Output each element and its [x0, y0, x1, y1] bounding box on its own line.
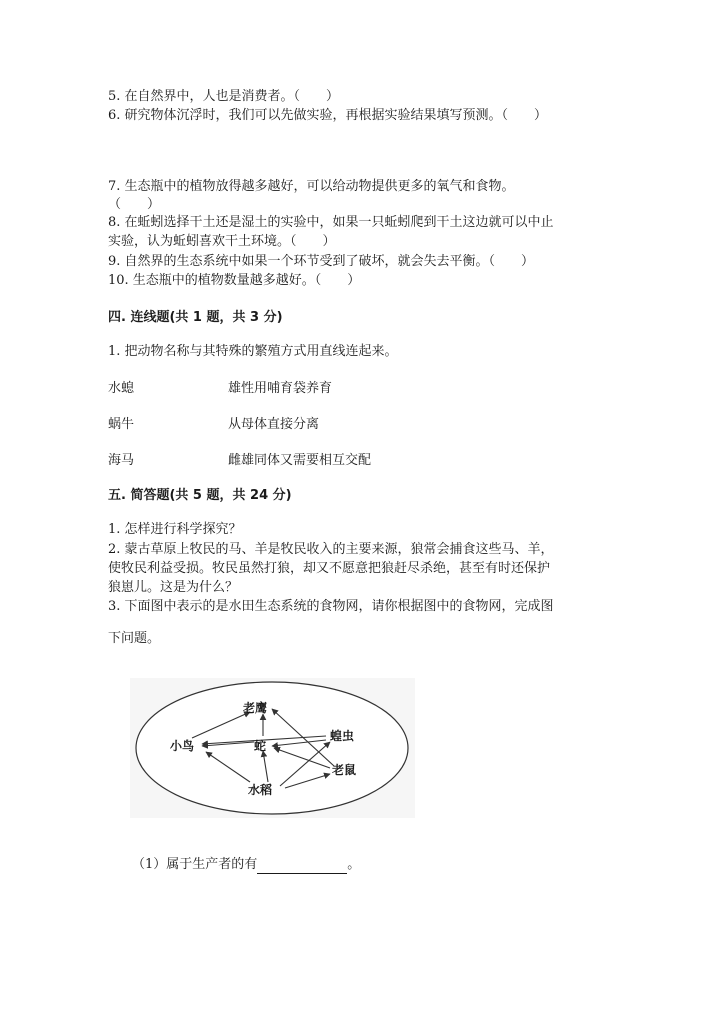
node-snake: 蛇: [254, 739, 267, 753]
animal-snail: 蜗牛: [108, 417, 135, 432]
section-4-instruction: 1. 把动物名称与其特殊的繁殖方式用直线连起来。: [108, 344, 398, 359]
food-web-diagram: [130, 678, 415, 818]
node-rat: 老鼠: [332, 763, 357, 777]
short-question-1: 1. 怎样进行科学探究？: [108, 522, 242, 537]
sub-question-1-prefix: （1）属于生产者的有: [132, 857, 258, 872]
section-4-title: 四. 连线题(共 1 题，共 3 分): [108, 310, 283, 325]
short-question-3-line1: 3. 下面图中表示的是水田生态系统的食物网，请你根据图中的食物网，完成图: [108, 599, 554, 614]
node-locust: 蝗虫: [330, 729, 355, 743]
answer-blank[interactable]: [257, 859, 347, 874]
question-9: 9. 自然界的生态系统中如果一个环节受到了破坏，就会失去平衡。（ ）: [108, 254, 535, 269]
question-8-line2: 实验，认为蚯蚓喜欢干土环境。（ ）: [108, 234, 336, 249]
sub-question-1-suffix: 。: [347, 857, 361, 872]
question-6: 6. 研究物体沉浮时，我们可以先做实验，再根据实验结果填写预测。（ ）: [108, 108, 548, 123]
section-5-title: 五. 简答题(共 5 题，共 24 分): [108, 488, 292, 503]
node-rice: 水稻: [248, 783, 273, 797]
method-brood-pouch: 雄性用哺育袋养育: [228, 381, 333, 396]
short-question-2-line1: 2. 蒙古草原上牧民的马、羊是牧民收入的主要来源，狼常会捕食这些马、羊，: [108, 542, 554, 557]
sub-question-1: [132, 856, 360, 874]
question-5: 5. 在自然界中，人也是消费者。（ ）: [108, 89, 340, 104]
method-hermaphrodite: 雌雄同体又需要相互交配: [228, 453, 372, 468]
question-7-line1: 7. 生态瓶中的植物放得越多越好，可以给动物提供更多的氧气和食物。: [108, 179, 515, 194]
question-7-line2: （ ）: [108, 197, 161, 212]
animal-seahorse: 海马: [108, 453, 135, 468]
question-8-line1: 8. 在蚯蚓选择干土还是湿土的实验中，如果一只蚯蚓爬到干土这边就可以中止: [108, 215, 554, 230]
question-10: 10. 生态瓶中的植物数量越多越好。（ ）: [108, 273, 361, 288]
short-question-3-line2: 下问题。: [108, 631, 161, 646]
short-question-2-line2: 使牧民利益受损。牧民虽然打狼，却又不愿意把狼赶尽杀绝，甚至有时还保护: [108, 561, 551, 576]
short-question-2-line3: 狼崽儿。这是为什么？: [108, 580, 239, 595]
node-eagle: 老鹰: [243, 701, 268, 715]
method-budding: 从母体直接分离: [228, 417, 320, 432]
node-bird: 小鸟: [170, 739, 195, 753]
animal-hydra: 水螅: [108, 381, 135, 396]
